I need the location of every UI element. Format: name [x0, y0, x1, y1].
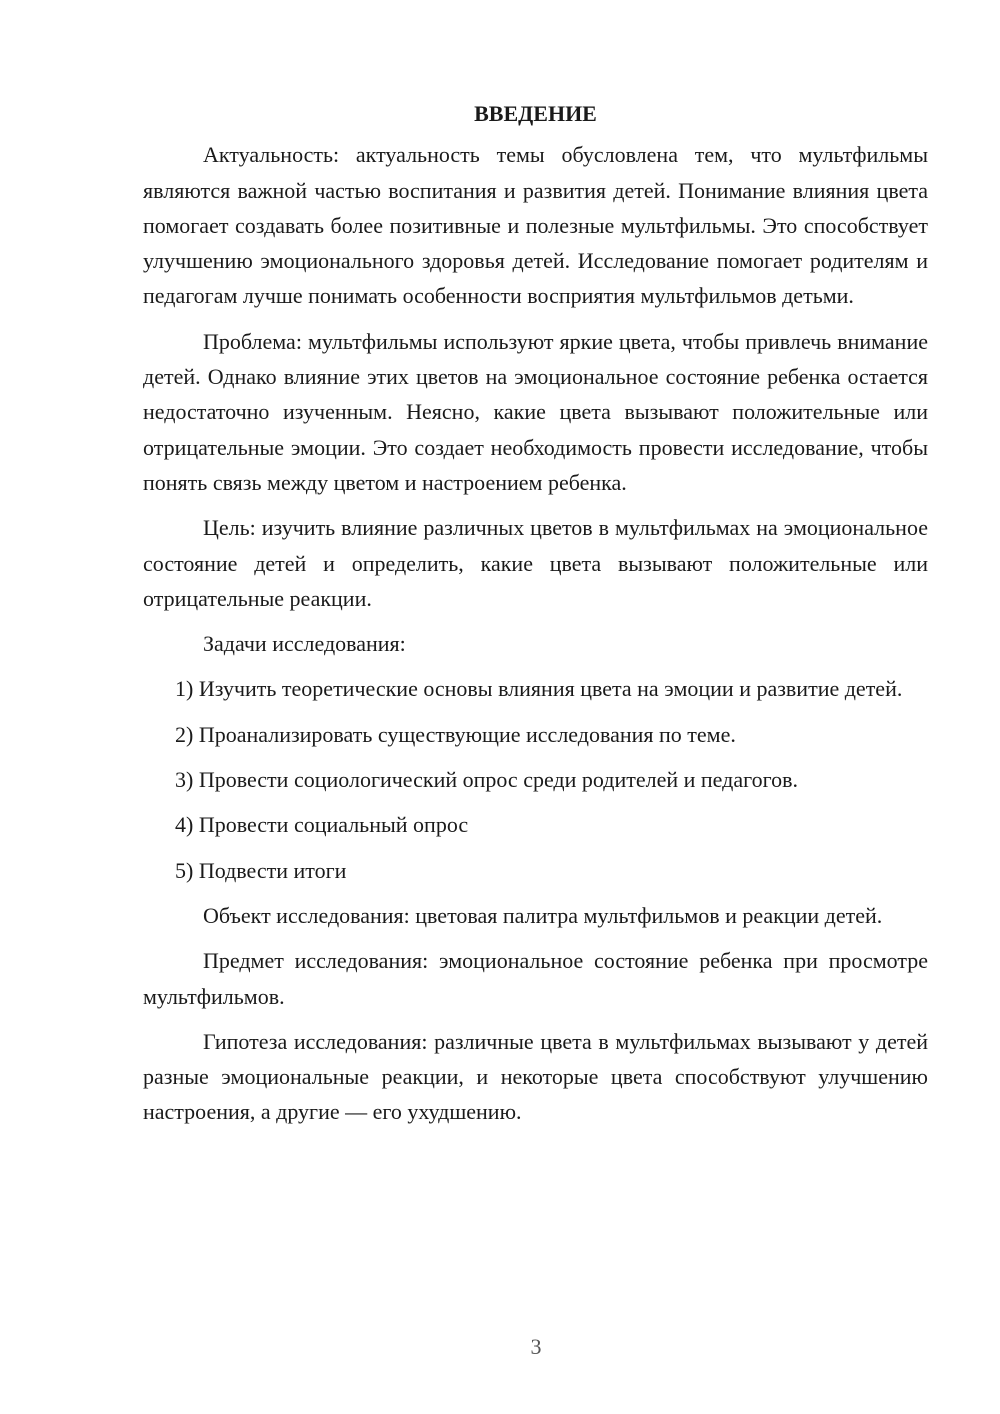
paragraph-problem: Проблема: мультфильмы используют яркие цвета, чтобы привлечь внимание детей. Однако влияние этих цветов на эмоциональное состояние ребенка остается недостаточно изученным. Неясно, какие цвета вызывают положительные или отрицательные эмоции. Это создает необходимость провести исследование, чтобы понять связь между цветом и настроением ребенка. [143, 328, 928, 495]
document-page [143, 96, 928, 1140]
page-number: 3 [530, 1334, 542, 1359]
task-item-2: 2) Проанализировать существующие исследования по теме. [175, 721, 736, 747]
paragraph-goal: Цель: изучить влияние различных цветов в мультфильмах на эмоциональное состояние детей и определить, какие цвета вызывают положительные или отрицательные реакции. [143, 515, 928, 611]
task-item-3: 3) Провести социологический опрос среди родителей и педагогов. [175, 767, 798, 793]
paragraph-subject: Предмет исследования: эмоциональное состояние ребенка при просмотре мультфильмов. [143, 948, 928, 1009]
task-item-4: 4) Провести социальный опрос [175, 812, 469, 838]
paragraph-tasks-heading: Задачи исследования: [203, 631, 406, 657]
section-title: ВВЕДЕНИЕ [474, 101, 597, 126]
paragraph-relevance: Актуальность: актуальность темы обусловлена тем, что мультфильмы являются важной частью воспитания и развития детей. Понимание влияния цвета помогает создавать более позитивные и полезные мультфильмы. Это способствует улучшению эмоционального здоровья детей. Исследование помогает родителям и педагогам лучше понимать особенности восприятия мультфильмов детьми. [143, 142, 928, 309]
task-item-1: 1) Изучить теоретические основы влияния цвета на эмоции и развитие детей. [175, 676, 903, 702]
paragraph-object: Объект исследования: цветовая палитра мультфильмов и реакции детей. [203, 902, 883, 928]
paragraph-hypothesis: Гипотеза исследования: различные цвета в мультфильмах вызывают у детей разные эмоциональные реакции, и некоторые цвета способствуют улучшению настроения, а другие — его ухудшению. [143, 1028, 928, 1125]
task-item-5: 5) Подвести итоги [175, 857, 347, 883]
